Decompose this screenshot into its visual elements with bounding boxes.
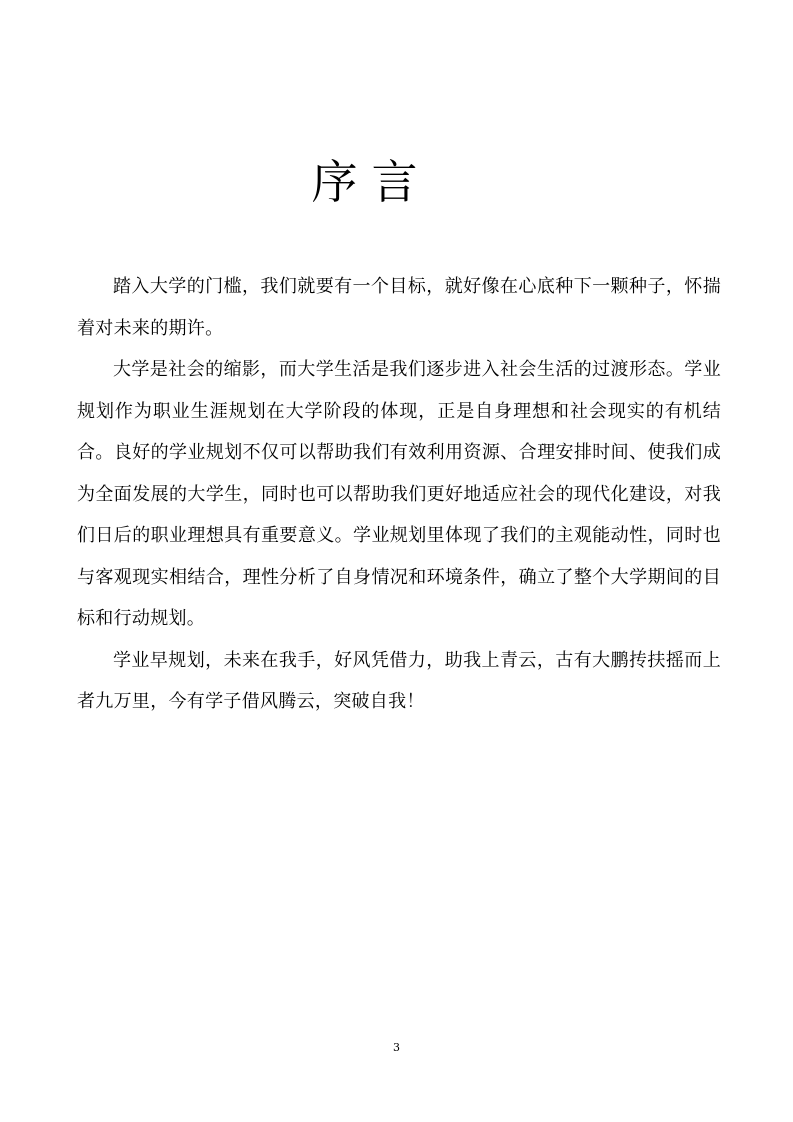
page-title: 序言: [311, 155, 432, 209]
paragraph-3: 学业早规划，未来在我手，好风凭借力，助我上青云，古有大鹏抟扶摇而上者九万里，今有学子借风腾云，突破自我！: [77, 649, 721, 712]
page-number: 3: [393, 1041, 400, 1054]
paragraph-1: 踏入大学的门槛，我们就要有一个目标，就好像在心底种下一颗种子，怀揣着对未来的期许。: [77, 276, 721, 339]
preface-body: [77, 266, 721, 723]
paragraph-2: 大学是社会的缩影，而大学生活是我们逐步进入社会生活的过渡形态。学业规划作为职业生涯规划在大学阶段的体现，正是自身理想和社会现实的有机结合。良好的学业规划不仅可以帮助我们有效利用资源、合理安排时间、使我们成为全面发展的大学生，同时也可以帮助我们更好地适应社会的现代化建设，对我们日后的职业理想具有重要意义。学业规划里体现了我们的主观能动性，同时也与客观现实相结合，理性分析了自身情况和环境条件，确立了整个大学期间的目标和行动规划。: [77, 359, 721, 629]
